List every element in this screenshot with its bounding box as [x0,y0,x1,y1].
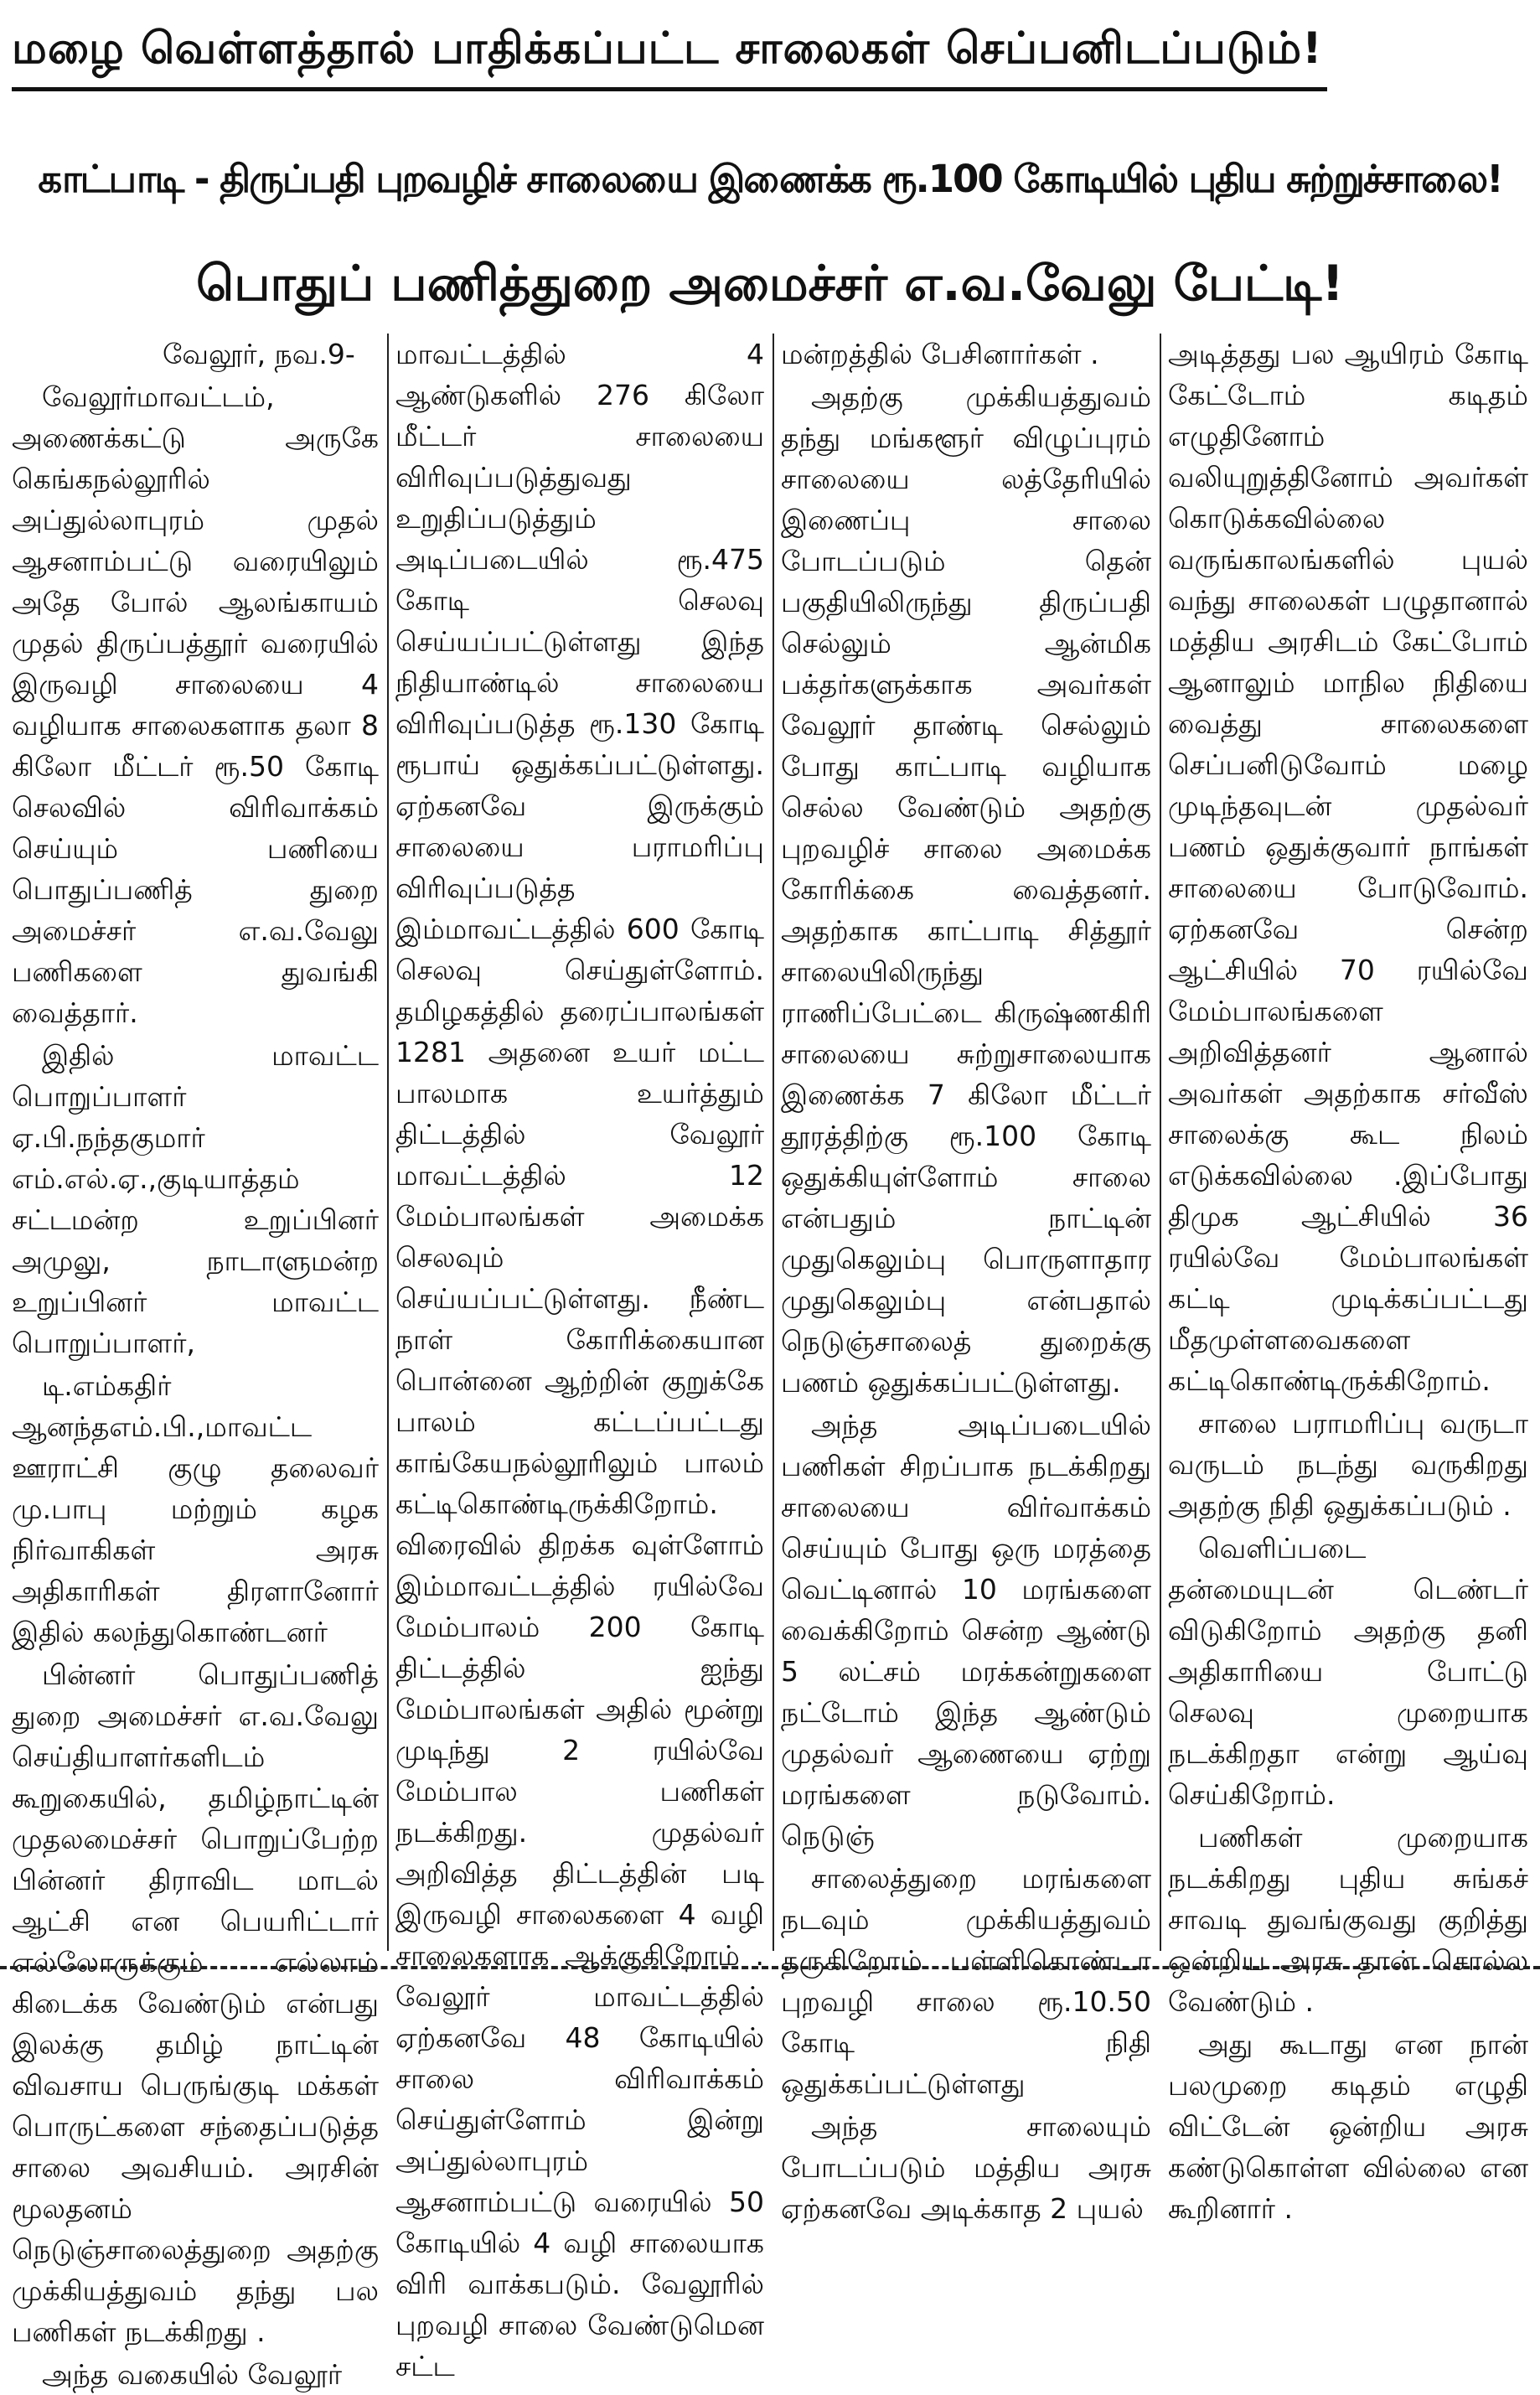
article-column-1 [12,334,379,2391]
paragraph: அந்த வகையில் வேலூர் [42,2358,343,2391]
paragraph: வெளிப்படை தன்மையுடன் டெண்டர் விடுகிறோம் அதற்கு தனி அதிகாரியை போட்டு செலவு முறையாக நடக்கிறதா என்று ஆய்வு செய்கிறோம். [1168,1532,1528,1811]
article-body [12,334,1528,2391]
paragraph: அது கூடாது என நான் பலமுறை கடிதம் எழுதி விட்டேன் ஒன்றிய அரசு கண்டுகொள்ள வில்லை என கூறினார் . [1168,2028,1528,2225]
paragraph: அடித்தது பல ஆயிரம் கோடி கேட்டோம் கடிதம் எழுதினோம் வலியுறுத்தினோம் அவர்கள் கொடுக்கவில்லை வருங்காலங்களில் புயல் வந்து சாலைகள் பழுதானால் மத்திய அரசிடம் கேட்போம் ஆனாலும் மாநில நிதியை வைத்து சாலைகளை செப்பனிடுவோம் மழை முடிந்தவுடன் முதல்வர் பணம் ஒதுக்குவார் நாங்கள் சாலையை போடுவோம். ஏற்கனவே சென்ற ஆட்சியில் 70 ரயில்வே மேம்பாலங்களை அறிவித்தனர் ஆனால் அவர்கள் அதற்காக சர்வீஸ் சாலைக்கு கூட நிலம் எடுக்கவில்லை .இப்போது திமுக ஆட்சியில் 36 ரயில்வே மேம்பாலங்கள் கட்டி முடிக்கப்பட்டது மீதமுள்ளவைகளை கட்டிகொண்டிருக்கிறோம். [1168,338,1528,1397]
column-divider [1160,334,1161,1951]
paragraph: வேலூர்மாவட்டம், அணைக்கட்டு அருகே கெங்கநல்லூரில் அப்துல்லாபுரம் முதல் ஆசனாம்பட்டு வரையிலும் அதே போல் ஆலங்காயம் முதல் திருப்பத்தூர் வரையில் இருவழி சாலையை 4 வழியாக சாலைகளாக தலா 8 கிலோ மீட்டர் ரூ.50 கோடி செலவில் விரிவாக்கம் செய்யும் பணியை பொதுப்பணித் துறை அமைச்சர் எ.வ.வேலு பணிகளை துவங்கி வைத்தார். [12,380,379,1029]
kicker-headline: மழை வெள்ளத்தால் பாதிக்கப்பட்ட சாலைகள் செப்பனிடப்படும்! [12,23,1323,74]
paragraph: மாவட்டத்தில் 4 ஆண்டுகளில் 276 கிலோ மீட்டர் சாலையை விரிவுப்படுத்துவது உறுதிப்படுத்தும் அடிப்படையில் ரூ.475 கோடி செலவு செய்யப்பட்டுள்ளது இந்த நிதியாண்டில் சாலையை விரிவுப்படுத்த ரூ.130 கோடி ரூபாய் ஒதுக்கப்பட்டுள்ளது. ஏற்கனவே இருக்கும் சாலையை பராமரிப்பு விரிவுப்படுத்த இம்மாவட்டத்தில் 600 கோடி செலவு செய்துள்ளோம். தமிழகத்தில் தரைப்பாலங்கள் 1281 அதனை உயர் மட்ட பாலமாக உயர்த்தும் திட்டத்தில் வேலூர் மாவட்டத்தில் 12 மேம்பாலங்கள் அமைக்க செலவும் செய்யப்பட்டுள்ளது. நீண்ட நாள் கோரிக்கையான பொன்னை ஆற்றின் குறுக்கே பாலம் கட்டப்பட்டது காங்கேயநல்லூரிலும் பாலம் கட்டிகொண்டிருக்கிறோம். விரைவில் திறக்க வுள்ளோம் இம்மாவட்டத்தில் ரயில்வே மேம்பாலம் 200 கோடி திட்டத்தில் ஐந்து மேம்பாலங்கள் அதில் மூன்று முடிந்து 2 ரயில்வே மேம்பால பணிகள் நடக்கிறது. முதல்வர் அறிவித்த திட்டத்தின் படி இருவழி சாலைகளை 4 வழி சாலைகளாக ஆக்குகிறோம் . வேலூர் மாவட்டத்தில் ஏற்கனவே 48 கோடியில் சாலை விரிவாக்கம் செய்துள்ளோம் இன்று அப்துல்லாபுரம் ஆசனாம்பட்டு வரையில் 50 கோடியில் 4 வழி சாலையாக விரி வாக்கபடும். வேலூரில் புறவழி சாலை வேண்டுமென சட்ட [395,338,764,2382]
main-headline: காட்பாடி - திருப்பதி புறவழிச் சாலையை இணைக்க ரூ.100 கோடியில் புதிய சுற்றுச்சாலை! [38,157,1502,201]
page-bottom-divider [0,1966,1540,1969]
dateline: வேலூர், நவ.9- [163,338,355,370]
paragraph: டி.எம்கதிர் ஆனந்தஎம்.பி.,மாவட்ட ஊராட்சி குழு தலைவர் மு.பாபு மற்றும் கழக நிர்வாகிகள் அரசு அதிகாரிகள் திரளானோர் இதில் கலந்துகொண்டனர் [12,1369,379,1648]
article-column-4 [1168,334,1528,2225]
paragraph: அந்த அடிப்படையில் பணிகள் சிறப்பாக நடக்கிறது சாலையை விர்வாக்கம் செய்யும் போது ஒரு மரத்தை வெட்டினால் 10 மரங்களை வைக்கிறோம் சென்ற ஆண்டு 5 லட்சம் மரக்கன்றுகளை நட்டோம் இந்த ஆண்டும் முதல்வர் ஆணையை ஏற்று மரங்களை நடுவோம். நெடுஞ் [781,1409,1151,1852]
paragraph: பின்னர் பொதுப்பணித் துறை அமைச்சர் எ.வ.வேலு செய்தியாளர்களிடம் கூறுகையில், தமிழ்நாட்டின் முதலமைச்சர் பொறுப்பேற்ற பின்னர் திராவிட மாடல் ஆட்சி என பெயரிட்டார் எல்லோருக்கும் எல்லாம் கிடைக்க வேண்டும் என்பது இலக்கு தமிழ் நாட்டின் விவசாய பெருங்குடி மக்கள் பொருட்களை சந்தைப்படுத்த சாலை அவசியம். அரசின் மூலதனம் நெடுஞ்சாலைத்துறை அதற்கு முக்கியத்துவம் தந்து பல பணிகள் நடக்கிறது . [12,1658,379,2348]
column-divider [773,334,774,1951]
paragraph: சாலை பராமரிப்பு வருடா வருடம் நடந்து வருகிறது அதற்கு நிதி ஒதுக்கப்படும் . [1168,1407,1528,1522]
paragraph: அந்த சாலையும் போடப்படும் மத்திய அரசு ஏற்கனவே அடிக்காத 2 புயல் [781,2110,1151,2225]
subheadline: பொதுப் பணித்துறை அமைச்சர் எ.வ.வேலு பேட்டி! [196,255,1344,312]
paragraph: மன்றத்தில் பேசினார்கள் . [781,338,1099,370]
paragraph: பணிகள் முறையாக நடக்கிறது புதிய சுங்கச் சாவடி துவங்குவது குறித்து ஒன்றிய அரசு தான் சொல்ல வேண்டும் . [1168,1821,1528,2018]
paragraph: இதில் மாவட்ட பொறுப்பாளர் ஏ.பி.நந்தகுமார் எம்.எல்.ஏ.,குடியாத்தம் சட்டமன்ற உறுப்பினர் அமுலு, நாடாளுமன்ற உறுப்பினர் மாவட்ட பொறுப்பாளர், [12,1039,379,1359]
article-column-2 [395,334,764,2382]
paragraph: சாலைத்துறை மரங்களை நடவும் முக்கியத்துவம் தருகிறோம் பள்ளிகொண்டா புறவழி சாலை ரூ.10.50 கோடி நிதி ஒதுக்கப்பட்டுள்ளது [781,1862,1151,2100]
column-divider [387,334,389,1951]
paragraph: அதற்கு முக்கியத்துவம் தந்து மங்களூர் விழுப்புரம் சாலையை லத்தேரியில் இணைப்பு சாலை போடப்படும் தென் பகுதியிலிருந்து திருப்பதி செல்லும் ஆன்மிக பக்தர்களுக்காக அவர்கள் வேலூர் தாண்டி செல்லும் போது காட்பாடி வழியாக செல்ல வேண்டும் அதற்கு புறவழிச் சாலை அமைக்க கோரிக்கை வைத்தனர். அதற்காக காட்பாடி சித்தூர் சாலையிலிருந்து ராணிப்பேட்டை கிருஷ்ணகிரி சாலையை சுற்றுசாலையாக இணைக்க 7 கிலோ மீட்டர் தூரத்திற்கு ரூ.100 கோடி ஒதுக்கியுள்ளோம் சாலை என்பதும் நாட்டின் முதுகெலும்பு பொருளாதார முதுகெலும்பு என்பதால் நெடுஞ்சாலைத் துறைக்கு பணம் ஒதுக்கப்பட்டுள்ளது. [781,380,1151,1399]
article-column-3 [781,334,1151,2225]
kicker-underline [12,87,1327,91]
